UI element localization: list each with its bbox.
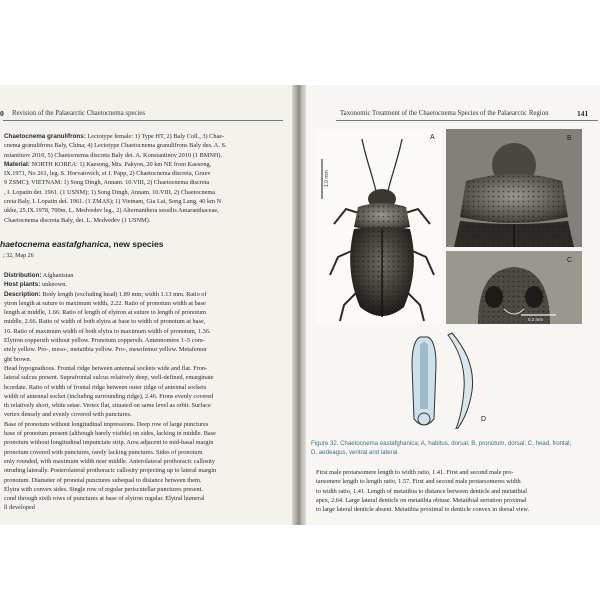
- description-line: [4, 336, 216, 345]
- line-text: pronotum without longitudinal impunctate strip. Area adjacent to mid-basal margin: [4, 439, 214, 447]
- description-line: [4, 466, 216, 475]
- line-text: Chaetocnema discreta Baly, det. L. Medvedev (1 USNM).: [4, 216, 151, 224]
- right-header-rule: [336, 120, 598, 121]
- material-line: [4, 160, 227, 169]
- description-line: [4, 373, 216, 382]
- right-page-body-text: [316, 468, 529, 514]
- description-line: [4, 271, 216, 280]
- body-line: to large lateral denticle absent. Metatibia proximal to denticle convex in dorsal view.: [316, 506, 530, 514]
- description-line: [4, 457, 216, 466]
- description-line: [4, 429, 216, 438]
- line-text: cond through sixth rows of punctures at base of elytron regular. Elytral humeral: [4, 495, 205, 503]
- material-line: [4, 206, 227, 215]
- panel-b-pronotum: [446, 129, 582, 247]
- line-text: 9 ZSMC); VIETNAM: 1) Song Dingh, Annam. 10.VIII, 2) Chaetocnema discreta: [4, 179, 210, 187]
- description-line: [4, 401, 216, 410]
- description-line: [4, 355, 216, 364]
- right-running-head: Taxonomic Treatment of the Chaetocnema Species of the Palaearctic Region: [340, 110, 549, 117]
- panel-d-label: D: [481, 416, 487, 423]
- description-line: [4, 494, 216, 503]
- species-name: haetocnema eastafghanica: [0, 239, 109, 249]
- field-label: Host plants:: [4, 281, 41, 289]
- scale-bar-a-label: 1.0 mm: [324, 170, 330, 187]
- material-line: [4, 169, 227, 178]
- left-running-head: Revision of the Palaearctic Chaetocnema species: [12, 110, 146, 117]
- line-text: pronotum. Diameter of pronotal punctures subequal to distance between them.: [4, 476, 202, 484]
- line-text: Elytra with convex sides. Single row of regular periscutellar punctures present.: [4, 485, 203, 493]
- caption-line: Figure 32. Chaetocnema eastafghanica; A, habitus, dorsal; B, pronotum, dorsal; C, head, frontal;: [311, 440, 572, 447]
- material-line: [4, 188, 227, 197]
- line-text: NORTH KOREA: 1) Kaesong, Mts. Pakyon, 20 km NE from Kaesong,: [29, 160, 212, 168]
- body-line: apex, 2.64. Large lateral denticle on metatibia obtuse. Metatibial serration proximal: [316, 496, 527, 504]
- figure-map-reference: ; 32, Map 26: [3, 253, 34, 259]
- line-text: base of pronotum present (although barely visible) on sides, lacking in middle. Base: [4, 430, 216, 438]
- line-text: creta Baly, I. Lopatin det. 1961. (1 ZMAS); 1) Vietnam, Gia Lai, Song Lang, 40 km N: [4, 198, 222, 206]
- line-text: nstantinov 2010, 5) Chaetocnema discreta Baly det. A. Konstantinov 2010 (1 BMNH).: [4, 151, 223, 159]
- description-line: [4, 410, 216, 419]
- description-line: [4, 317, 216, 326]
- line-text: ukhe, 25.IX.1978, 700m, L. Medvedev leg., 2) Alternanthera sessilis Amaranthaceae,: [4, 207, 219, 215]
- line-text: pronotum covered with punctures, rarely lacking punctures. Sides of pronotum: [4, 448, 203, 456]
- panel-c-label: C: [567, 257, 573, 264]
- left-header-rule: [3, 120, 283, 121]
- figure-32: [316, 129, 582, 429]
- scale-bar-c-label: 0.2 mm: [528, 317, 544, 322]
- line-text: cnema granulifrons Baly, China; 4) Lectotype Chaetocnema granulifrons Baly des. A. S.: [4, 142, 227, 150]
- material-line: [4, 216, 227, 225]
- field-label: Distribution:: [4, 272, 42, 279]
- species-heading: [0, 239, 163, 249]
- line-text: etely yellow. Pro-, meso-, metatibia yellow. Pro-, mesofemur yellow. Metafemur: [4, 346, 207, 354]
- material-line: [4, 141, 227, 150]
- material-line: [4, 151, 227, 160]
- line-text: unknown.: [40, 281, 67, 289]
- description-line: [4, 290, 216, 299]
- line-text: lateral sulcus present. Suprafrontal sulcus relatively deep, well-defined, emarginate: [4, 374, 214, 382]
- description-line: [4, 308, 216, 317]
- line-text: middle, 2.66. Ratio of width of both elytra at base to width of pronotum at base,: [4, 318, 206, 326]
- description-line: [4, 438, 216, 447]
- panel-c-head: [446, 251, 582, 324]
- material-line: [4, 178, 227, 187]
- description-line: [4, 383, 216, 392]
- description-line: [4, 364, 216, 373]
- description-line: [4, 299, 216, 308]
- field-label: Chaetocnema granulifrons:: [4, 133, 86, 140]
- line-text: ght brown.: [4, 355, 32, 363]
- panel-b-label: B: [567, 135, 572, 142]
- right-page: [306, 85, 600, 525]
- left-page: [0, 85, 297, 525]
- left-page-number: 0: [0, 109, 4, 118]
- panel-d-aedeagus: [396, 329, 496, 429]
- caption-line: D, aedeagus, ventral and lateral.: [311, 448, 400, 456]
- line-text: vertex densely and evenly covered with punctures.: [4, 411, 132, 419]
- line-text: 16. Ratio of maximum width of both elytra to maximum width of pronotum, 1.36.: [4, 327, 211, 335]
- description-line: [4, 327, 216, 336]
- description-line: [4, 476, 216, 485]
- description-line: [4, 392, 216, 401]
- material-paragraph: [4, 132, 227, 225]
- description-line: [4, 448, 216, 457]
- body-line: First male protarsomere length to width ratio, 1.41. First and second male pro-: [316, 469, 514, 476]
- panel-a-label: A: [430, 134, 435, 141]
- line-text: bcordate. Ratio of width of frontal ridge between outer ridge of antennal sockets: [4, 383, 207, 391]
- material-line: [4, 197, 227, 206]
- line-text: Lectotype female: 1) Type HT, 2) Baly Coll., 3) Chae-: [85, 133, 225, 140]
- line-text: otruding laterally. Posterolateral prothoracic callosity projecting up to lateral margin: [4, 467, 217, 475]
- line-text: enly rounded, with maximum width near middle. Anterolateral prothoracic callosity: [4, 457, 216, 465]
- line-text: IX.1971, No 261, leg. S. Horvatovich, et J. Papp, 2) Chaetocnema discreta, Gruev: [4, 170, 211, 178]
- new-species-label: , new species: [108, 239, 164, 249]
- right-page-number: 141: [577, 109, 589, 118]
- description-line: [4, 280, 216, 289]
- line-text: th relatively short, white setae. Vertex flat, situated on same level as orbit. Surface: [4, 402, 211, 410]
- description-line: [4, 485, 216, 494]
- line-text: width of antennal socket (including surrounding ridge), 2.46. Frons evenly covered: [4, 392, 214, 400]
- field-label: Material:: [4, 160, 30, 168]
- open-book-spread: [0, 85, 600, 525]
- material-line: [4, 132, 227, 141]
- field-label: Description:: [4, 290, 41, 298]
- body-line: tarsomere length to length ratio, 1.57. First and second male protarsomeres width: [316, 478, 521, 486]
- figure-32-illustration: [316, 129, 582, 429]
- line-text: Elytron coppersih without yellow. Pronotum coppersih. Antennomere 1–5 com-: [4, 337, 205, 345]
- figure-caption: [311, 440, 571, 457]
- panel-a-habitus: [316, 129, 442, 324]
- body-line: to width ratio, 1.41. Length of metatibia to distance between denticle and metatibial: [316, 487, 528, 495]
- line-text: Base of pronotum without longitudinal impressions. Deep row of large punctures: [4, 420, 209, 428]
- line-text: Afghanistan: [41, 272, 74, 279]
- description-line: [4, 420, 216, 429]
- line-text: length at middle, 1.66. Ratio of length of elytron at suture to length of pronotum: [4, 309, 206, 317]
- line-text: ll developed: [4, 504, 35, 512]
- description-line: [4, 345, 216, 354]
- description-line: [4, 503, 216, 512]
- description-paragraph: [4, 271, 216, 513]
- line-text: Head hypognathous. Frontal ridge between antennal sockets wide and flat. Fron-: [4, 364, 208, 372]
- line-text: Body length (excluding head) 1.89 mm; width 1.13 mm. Ratio of: [40, 290, 207, 298]
- line-text: , I. Lopatin det. 1961. (1 USNM); 1) Song Dingh, Annam. 10.VIII, 2) Chaetocnema: [4, 188, 216, 196]
- line-text: ytron length at suture to maximum width, 2.22. Ratio of pronotum width at base: [4, 299, 206, 307]
